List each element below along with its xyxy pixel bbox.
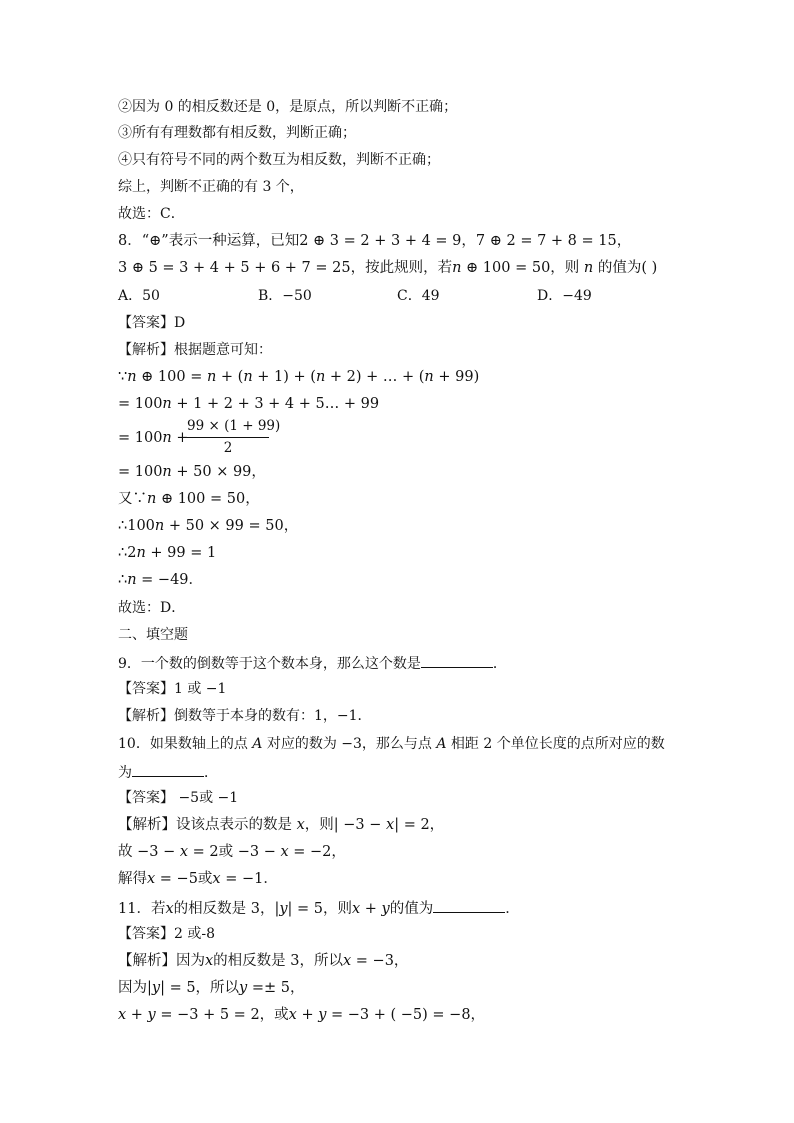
explanation-line: 【解析】设该点表示的数是 𝑥，则| −3 − 𝑥| = 2， (118, 817, 445, 833)
explanation-line: 【解析】根据题意可知： (118, 342, 272, 358)
punctuation: ． (505, 901, 520, 917)
option-a: A．50 (118, 288, 160, 304)
question-11-text: 11．若𝑥的相反数是 3，|𝑦| = 5，则𝑥 + 𝑦的值为 (118, 901, 434, 917)
text-line: ④只有符号不同的两个数互为相反数，判断不正确； (118, 152, 440, 168)
equation-line: = 100𝑛 + 1 + 2 + 3 + 4 + 5… + 99 (118, 396, 380, 412)
question-9-text: 9．一个数的倒数等于这个数本身，那么这个数是 (118, 656, 421, 672)
question-10 (118, 762, 218, 782)
answer-line: 【答案】 −5或 −1 (118, 790, 239, 806)
equation-line: ∴𝑛 = −49． (118, 572, 204, 588)
option-b: B．−50 (258, 288, 312, 304)
text-line: 故选：D． (118, 600, 186, 616)
text-line: 综上，判断不正确的有 3 个， (118, 179, 304, 195)
answer-blank (132, 762, 204, 777)
question-10-stem: 10．如果数轴上的点 𝐴 对应的数为 −3，那么与点 𝐴 相距 2 个单位长度的点所对应的数 (118, 736, 665, 752)
equation-line: 解得𝑥 = −5或𝑥 = −1． (118, 871, 278, 887)
text-line: ②因为 0 的相反数还是 0，是原点，所以判断不正确； (118, 99, 458, 115)
answer-line: 【答案】2 或-8 (118, 926, 215, 942)
explanation-line: 【解析】倒数等于本身的数有：1，−1． (118, 708, 372, 724)
answer-line: 【答案】1 或 −1 (118, 681, 227, 697)
option-c: C．49 (397, 288, 440, 304)
equation-line: 𝑥 + 𝑦 = −3 + 5 = 2，或𝑥 + 𝑦 = −3 + ( −5) = −8， (118, 1007, 486, 1023)
punctuation: ． (204, 765, 218, 781)
fraction-denominator: 2 (223, 440, 233, 456)
question-8-stem: 8．“⊕”表示一种运算，已知2 ⊕ 3 = 2 + 3 + 4 = 9，7 ⊕ 2 = 7 + 8 = 15， (118, 233, 632, 249)
section-heading: 二、填空题 (118, 627, 188, 643)
option-d: D．−49 (537, 288, 592, 304)
answer-line: 【答案】D (118, 315, 186, 331)
equation-line: ∴100𝑛 + 50 × 99 = 50， (118, 518, 299, 534)
equation-line: = 100𝑛 + 50 × 99， (118, 464, 266, 480)
question-9 (118, 653, 507, 673)
punctuation: ． (492, 656, 507, 672)
equation-line: 故 −3 − 𝑥 = 2或 −3 − 𝑥 = −2， (118, 844, 346, 860)
equation-line: 因为|𝑦| = 5，所以𝑦 =± 5， (118, 980, 305, 996)
equation-line: ∴2𝑛 + 99 = 1 (118, 545, 217, 561)
equation-line: = 100𝑛 + (118, 430, 189, 446)
question-8-stem: 3 ⊕ 5 = 3 + 4 + 5 + 6 + 7 = 25，按此规则，若𝑛 ⊕ 100 = 50，则 𝑛 的值为( ) (118, 260, 658, 276)
equation-line: ∵𝑛 ⊕ 100 = 𝑛 + (𝑛 + 1) + (𝑛 + 2) + … + (𝑛 + 99) (118, 369, 480, 385)
answer-blank (421, 653, 493, 668)
fraction-bar (187, 437, 269, 438)
text-line: ③所有有理数都有相反数，判断正确； (118, 125, 356, 141)
fraction-numerator: 99 × (1 + 99) (187, 418, 281, 434)
text-line: 故选：C． (118, 206, 185, 222)
answer-blank (433, 898, 505, 913)
question-11 (118, 898, 520, 918)
equation-line: 又∵𝑛 ⊕ 100 = 50， (118, 491, 260, 507)
explanation-line: 【解析】因为𝑥的相反数是 3，所以𝑥 = −3， (118, 953, 409, 969)
question-10-text: 为 (118, 765, 132, 781)
